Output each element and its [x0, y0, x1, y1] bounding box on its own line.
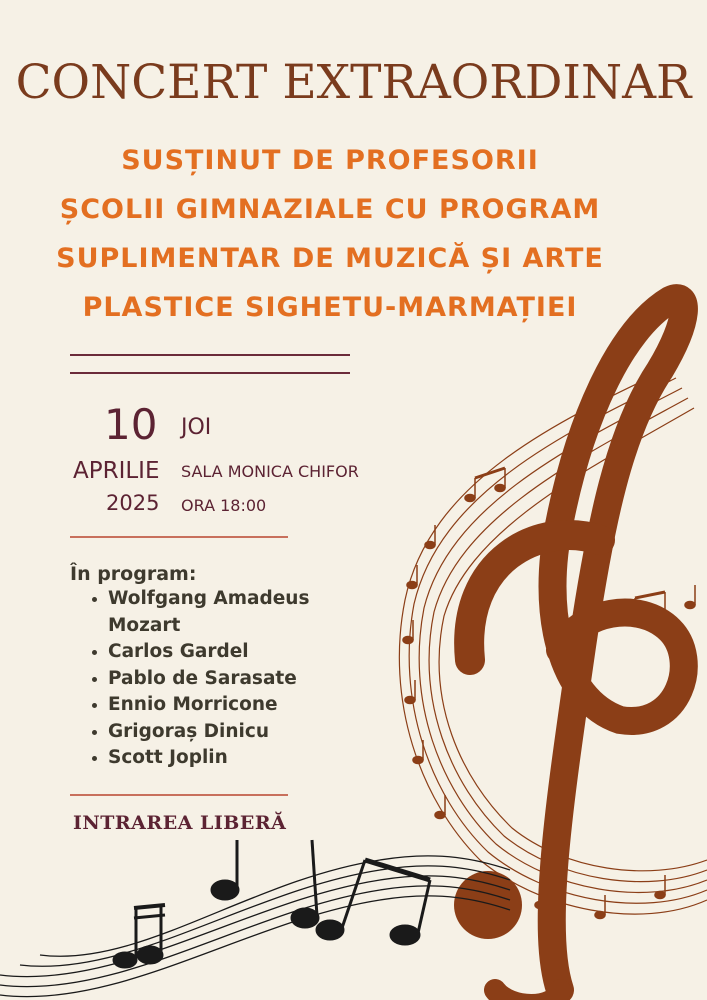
program-list: [92, 586, 352, 772]
event-weekday: JOI: [181, 415, 212, 440]
treble-clef-icon: [454, 298, 684, 1000]
organizer-line-4: PLASTICE SIGHETU-MARMAȚIEI: [82, 292, 578, 323]
event-venue: SALA MONICA CHIFOR: [181, 462, 359, 481]
divider-line-bottom: [70, 372, 350, 374]
free-entry-label: INTRAREA LIBERĂ: [73, 812, 287, 834]
concert-title: CONCERT EXTRAORDINAR: [15, 55, 692, 110]
divider-line-top: [70, 354, 350, 356]
program-heading: În program:: [70, 563, 197, 585]
program-item-joplin: Scott Joplin: [92, 745, 352, 772]
program-item-morricone: Ennio Morricone: [92, 692, 352, 719]
organizer-line-1: SUSȚINUT DE PROFESORII: [121, 145, 539, 176]
program-item-sarasate: Pablo de Sarasate: [92, 666, 352, 693]
organizer-line-3: SUPLIMENTAR DE MUZICĂ ȘI ARTE: [56, 243, 604, 274]
organizer-line-2: ȘCOLII GIMNAZIALE CU PROGRAM: [59, 194, 601, 225]
event-year: 2025: [106, 491, 160, 515]
separator-line-entry: [70, 794, 288, 796]
event-time: ORA 18:00: [181, 496, 267, 515]
separator-line-program: [70, 536, 288, 538]
program-item-gardel: Carlos Gardel: [92, 639, 352, 666]
event-month: APRILIE: [73, 458, 160, 484]
program-item-mozart: Wolfgang Amadeus Mozart: [92, 586, 352, 639]
program-item-dinicu: Grigoraș Dinicu: [92, 719, 352, 746]
musical-staff-icon: [0, 856, 510, 997]
event-day-number: 10: [104, 400, 158, 449]
